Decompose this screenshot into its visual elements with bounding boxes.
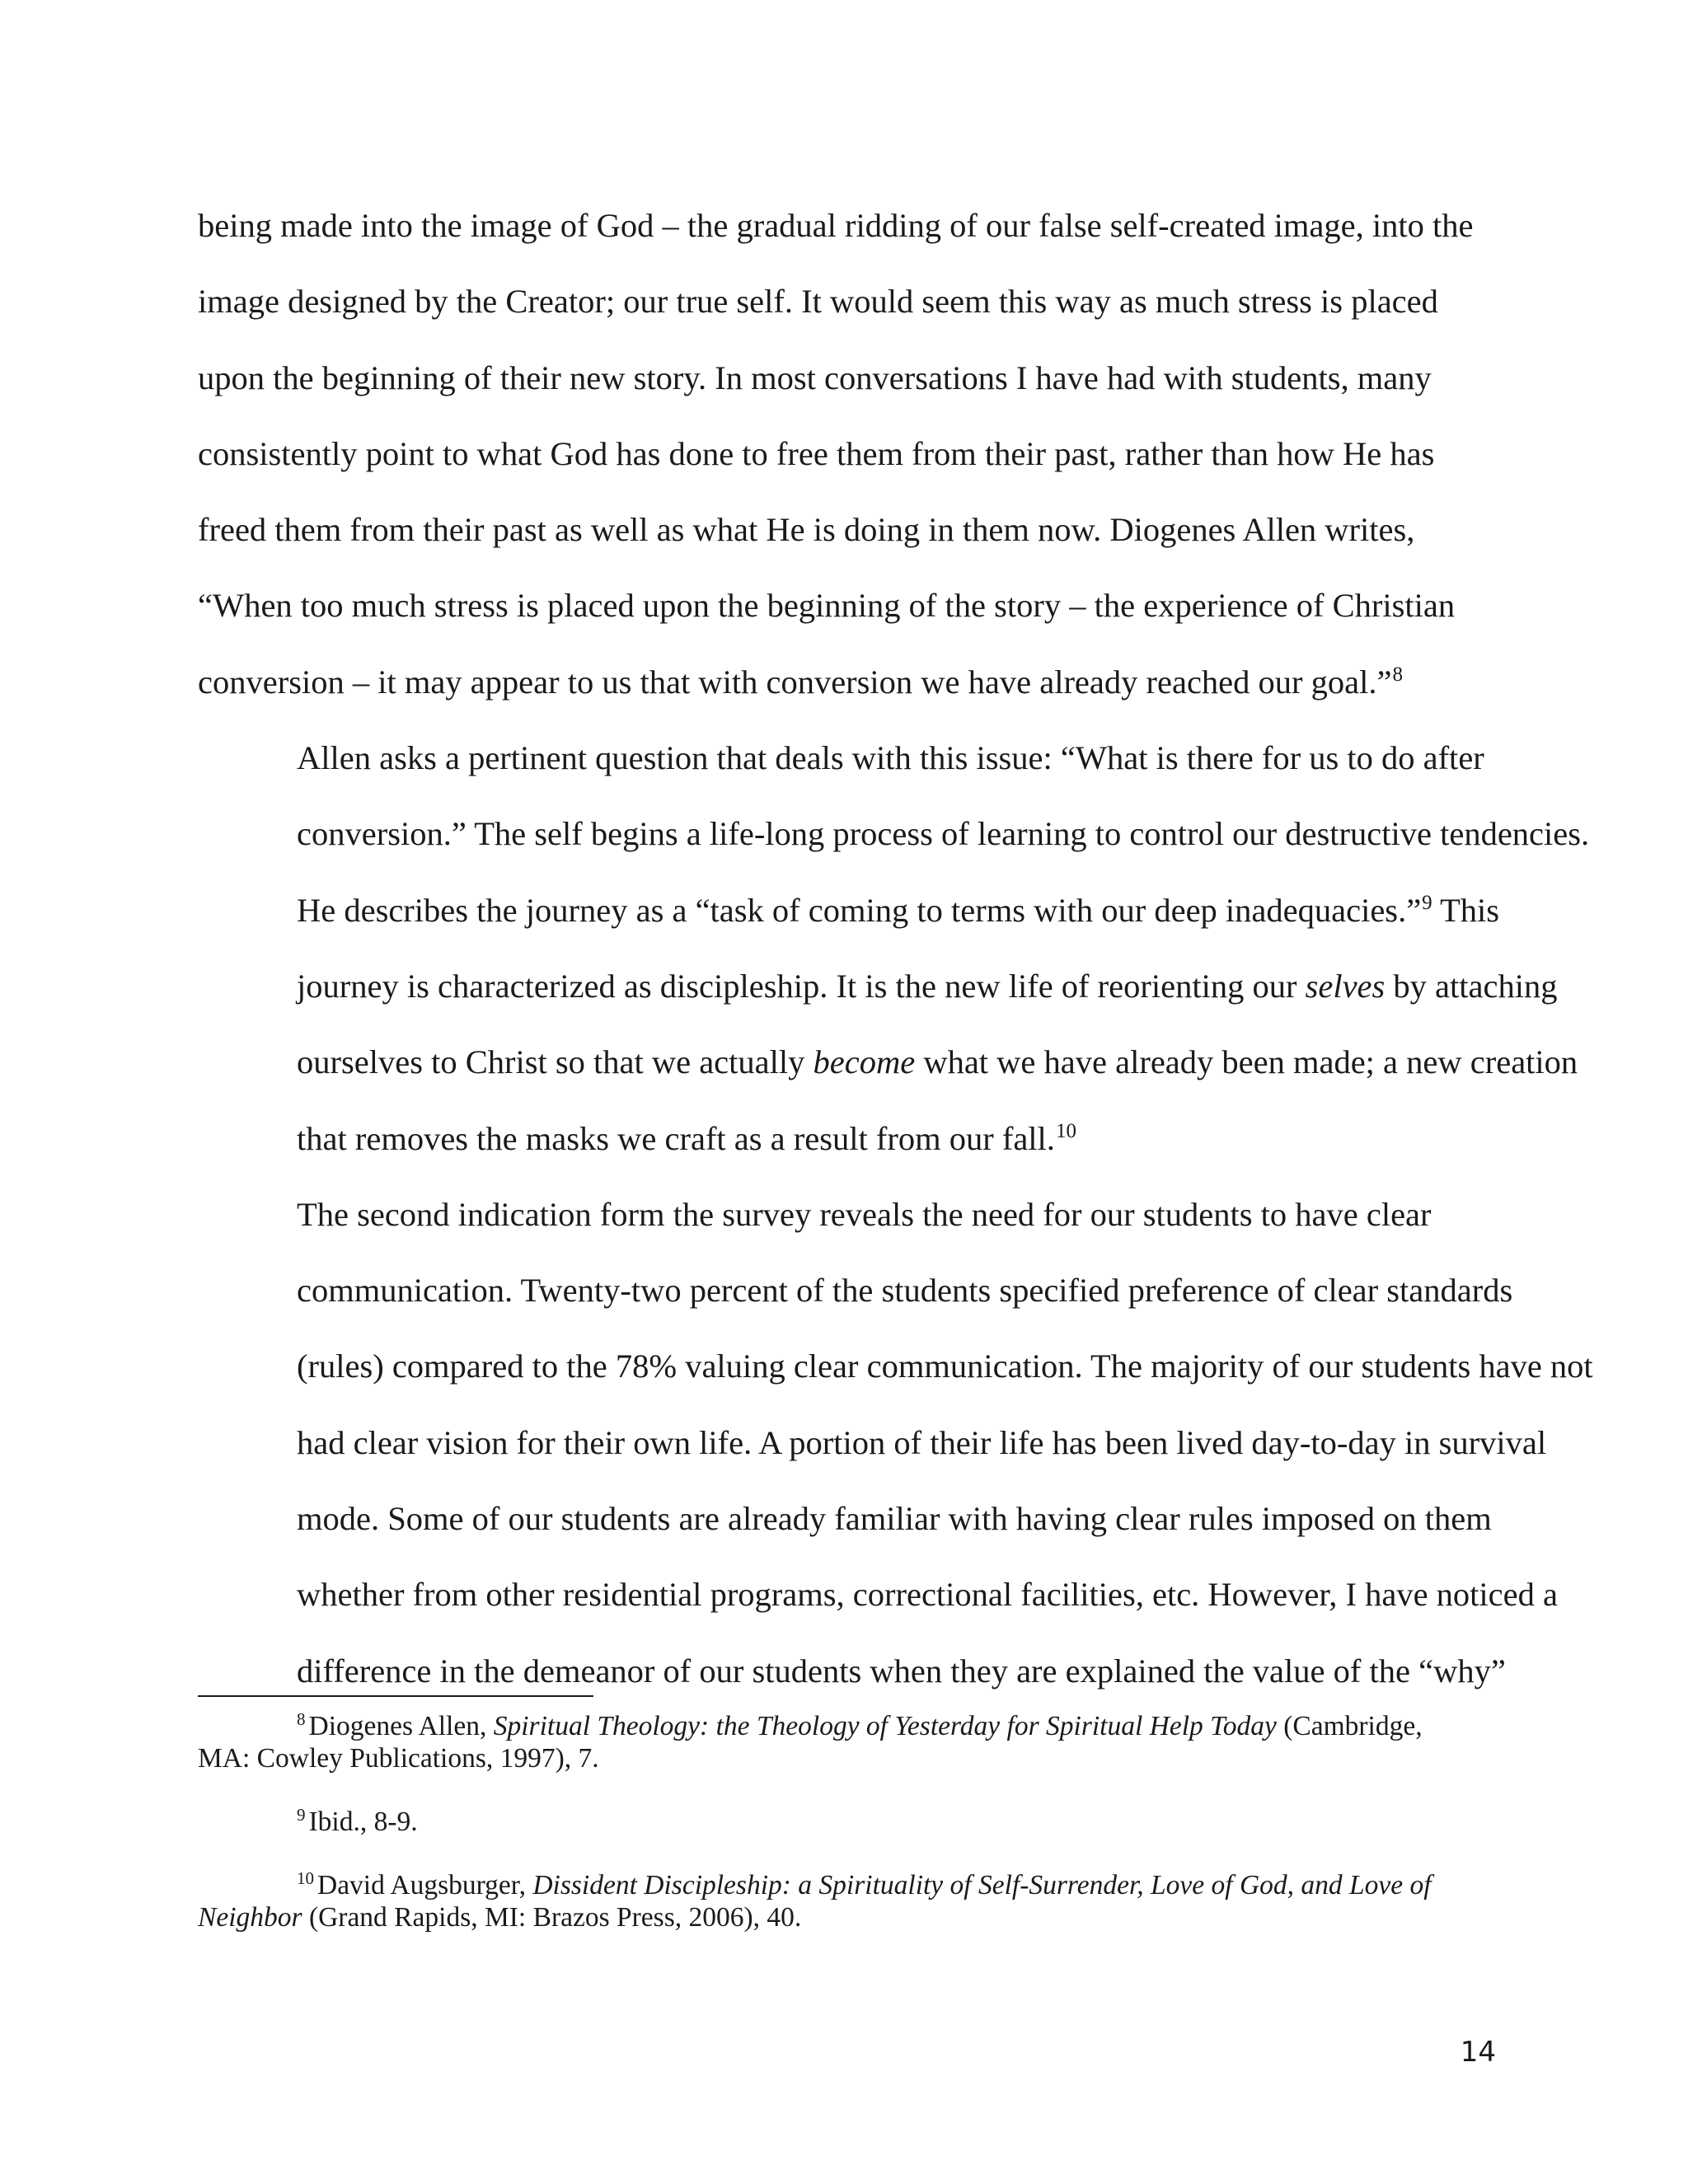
text-line: consistently point to what God has done to free them from their past, rather than how He has [198,434,1435,472]
text-line [198,949,1558,1024]
text-run: This [1432,891,1500,929]
page-number: 14 [1460,2036,1496,2069]
emphasis-become: become [813,1043,916,1081]
paragraph-2 [198,720,1590,1177]
body-text [198,188,1593,1709]
text-run: (Cambridge, [1276,1711,1423,1741]
text-run: He describes the journey as a “task of coming to terms with our deep inadequacies.” [297,891,1422,929]
footnote-9 [198,1806,1492,1838]
text-line: communication. Twenty-two percent of the students specified preference of clear standards [297,1272,1513,1310]
text-run: David Augsburger, [317,1870,533,1900]
text-line: whether from other residential programs, correctional facilities, etc. However, I have noticed a [297,1576,1558,1614]
text-line: Allen asks a pertinent question that deals with this issue: “What is there for us to do after [297,739,1484,777]
emphasis-selves: selves [1305,967,1386,1005]
footnote-10 [198,1869,1492,1933]
footnote-mark: 9 [297,1805,306,1825]
paragraph-1 [198,188,1492,720]
text-line: had clear vision for their own life. A portion of their life has been lived day-to-day in survival [297,1423,1547,1461]
text-line [198,1101,1492,1177]
footnote-line [198,1806,1492,1838]
paragraph-3 [198,1177,1593,1709]
text-line: (rules) compared to the 78% valuing clear communication. The majority of our students have not [297,1347,1593,1385]
book-title: Neighbor [198,1902,302,1933]
footnote-8 [198,1710,1492,1774]
text-line: being made into the image of God – the gradual ridding of our false self-created image, into the [198,207,1474,244]
footnote-reference-9[interactable]: 9 [1422,891,1432,914]
text-line [198,1024,1578,1100]
footnote-reference-10[interactable]: 10 [1055,1119,1076,1142]
footnote-reference-8[interactable]: 8 [1392,663,1403,686]
footnote-separator [198,1695,593,1697]
text-run: what we have already been made; a new creation [915,1043,1578,1081]
text-run: that removes the masks we craft as a result from our fall. [297,1119,1055,1157]
text-line: difference in the demeanor of our students when they are explained the value of the “why” [297,1652,1506,1690]
text-run: Ibid., 8-9. [308,1807,418,1837]
footnote-line [198,1710,1492,1742]
text-line [198,644,1492,720]
text-line: conversion.” The self begins a life-long process of learning to control our destructive tendencies. [297,815,1590,853]
footnote-line: MA: Cowley Publications, 1997), 7. [198,1743,599,1774]
book-title: Spiritual Theology: the Theology of Yesterday for Spiritual Help Today [493,1711,1277,1741]
footnote-mark: 10 [297,1868,314,1888]
footnote-line [198,1869,1492,1901]
text-line: “When too much stress is placed upon the beginning of the story – the experience of Christian [198,587,1456,625]
text-line [198,873,1500,949]
book-title: Dissident Discipleship: a Spirituality of Self-Surrender, Love of God, and Love of [532,1870,1432,1900]
text-run: Diogenes Allen, [308,1711,494,1741]
text-line: image designed by the Creator; our true self. It would seem this way as much stress is placed [198,283,1438,321]
footnote-line [198,1901,1492,1933]
text-line: mode. Some of our students are already familiar with having clear rules imposed on them [297,1500,1492,1538]
text-run: conversion – it may appear to us that with conversion we have already reached our goal.” [198,663,1392,701]
text-run: by attaching [1385,967,1558,1005]
text-line: upon the beginning of their new story. In most conversations I have had with students, many [198,359,1432,396]
text-run: journey is characterized as discipleship. It is the new life of reorienting our [297,967,1306,1005]
footnote-mark: 8 [297,1709,306,1729]
text-run: ourselves to Christ so that we actually [297,1043,814,1081]
footnotes [198,1710,1492,1965]
text-line: The second indication form the survey reveals the need for our students to have clear [297,1195,1432,1233]
text-line: freed them from their past as well as what He is doing in them now. Diogenes Allen writes, [198,511,1415,549]
text-run: (Grand Rapids, MI: Brazos Press, 2006), 40. [302,1902,802,1933]
